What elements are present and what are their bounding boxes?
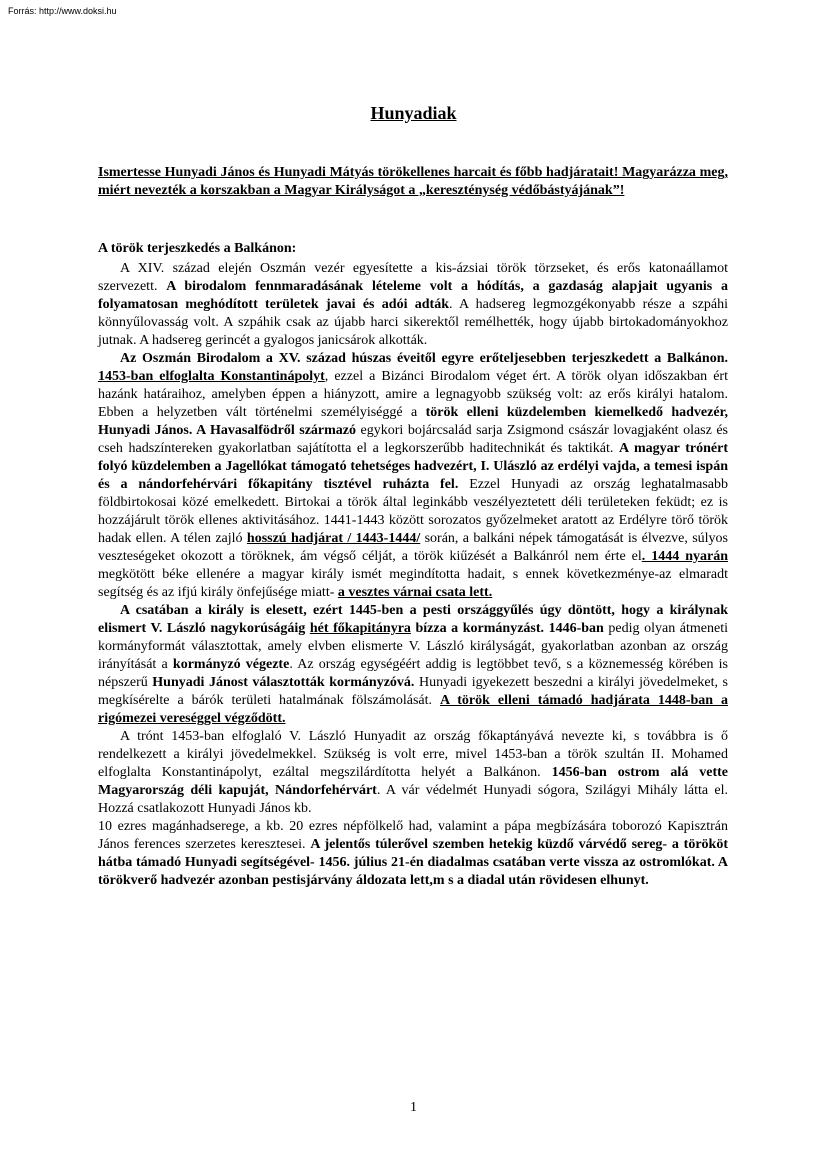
- paragraph-1: [98, 260, 728, 350]
- p2-text-c: , ezzel a Bizánci Birodalom véget ért. A török olyan időszakban ért hazánk határaihoz, amelyben éppen a hiányzott, amire a legnagyobb szükség volt: az erős királyi hatalom. Ebben a helyzetben vált történelmi személyiséggé a: [98, 369, 728, 420]
- p3-bold-g: Hunyadi Jánost választották kormányzóvá.: [152, 675, 415, 690]
- p2-underlined-l: a vesztes várnai csata lett.: [337, 585, 493, 600]
- p2-text-i: során, a balkáni népek támogatását is élvezve, súlyos veszteségeket okozott a töröknek, ám végső célját, a török kiűzését a Balkánról nem érte el: [98, 531, 728, 564]
- source-line: Forrás: http://www.doksi.hu: [8, 6, 117, 16]
- p2-bold-a: Az Oszmán Birodalom a XV. század húszas éveitől egyre erőteljesebben terjeszkedett a Balkánon.: [120, 351, 728, 366]
- p2-text-g: Ezzel Hunyadi az ország leghatalmasabb földbirtokosai közé emelkedett. Birtokai a török által leginkább veszélyeztetett déli területeken feküdt; ez is hozzájárult török ellenes aktivitásához. 1441-1443 között sorozatos győzelmeket aratott az Erdélyre törő török hadak ellen. A télen zajló: [98, 477, 728, 546]
- p3-text-f: . Az ország egységéért addig is legtöbbet tevő, s a köznemesség körében is népszerű: [98, 657, 728, 690]
- p3-bold-e: kormányzó végezte: [172, 657, 290, 672]
- paragraph-3: [98, 602, 728, 728]
- paragraph-4: [98, 728, 728, 818]
- p3-underlined-b: hét főkapitányra: [309, 621, 411, 636]
- p2-underlined-j: . 1444 nyarán: [641, 549, 728, 564]
- p1-bold-b: A birodalom fennmaradásának lételeme volt a hódítás, a gazdaság alapjait ugyanis a folyamatosan meghódított területek javai és adói adták: [98, 279, 728, 312]
- paragraph-5: [98, 818, 728, 890]
- p4-text-c: . A vár védelmét Hunyadi sógora, Szilágyi Mihály látta el. Hozzá csatlakozott Hunyadi János kb.: [98, 783, 728, 816]
- p2-bold-f: A magyar trónért folyó küzdelemben a Jagellókat támogató tehetséges hadvezért, I. Ulászló az erdélyi vajda, a temesi ispán és a nándorfehérvári főkapitány tisztével ruházta fel.: [98, 441, 729, 492]
- p2-text-k: megkötött béke ellenére a magyar király ismét megindította hadait, s ennek következménye-az elmaradt segítség és az ifjú király önfejűsége miatt-: [98, 567, 728, 600]
- p3-underlined-i: A török elleni támadó hadjárata 1448-ban a rigómezei vereséggel végződött.: [98, 693, 729, 726]
- paragraph-2: [98, 350, 728, 602]
- body-text: [98, 260, 728, 890]
- p5-bold-b: A jelentős túlerővel szemben hetekig küzdő várvédő sereg- a törököt hátba támadó Hunyadi segítségével- 1456. július 21-én diadalmas csatában verte vissza az ostromlókat. A törökverő hadvezér azonban pestisjárvány áldozata lett,m s a diadal után rövidesen elhunyt.: [98, 837, 728, 888]
- p1-text-c: . A hadsereg legmozgékonyabb része a szpáhi könnyűlovasság volt. A szpáhik csak az újabb harci sikerektől remélhették, hogy újabb birtokadományokhoz jutnak. A hadsereg gerincét a gyalogos janicsárok alkották.: [98, 297, 729, 348]
- p2-underlined-h: hosszú hadjárat / 1443-1444/: [246, 531, 421, 546]
- p4-text-a: A trónt 1453-ban elfoglaló V. László Hunyadit az ország főkaptányává nevezte ki, s továbbra is ő rendelkezett a királyi jövedelmekkel. Szükség is volt erre, mivel 1453-ban a török szultán II. Mohamed elfoglalta Konstantinápolyt, ezáltal megszilárdította helyét a Balkánon.: [98, 729, 728, 780]
- p4-bold-b: 1456-ban ostrom alá vette Magyarország déli kapuját, Nándorfehérvárt: [98, 765, 729, 798]
- p2-underlined-b: 1453-ban elfoglalta Konstantinápolyt: [98, 369, 325, 384]
- section-heading: A török terjeszkedés a Balkánon:: [98, 241, 297, 256]
- p2-text-e: egykori bojárcsalád sarja Zsigmond császár lovagjaként olasz és cseh hadszíntereken gyakorlatban sajátította el a legkorszerűbb haditechnikát és taktikát.: [98, 423, 729, 456]
- p3-text-d: pedig olyan átmeneti kormányformát választottak, amely elvben elismerte V. László királyságát, gyakorlatban azonban az ország irányítását a: [98, 621, 728, 672]
- p3-bold-a: A csatában a király is elesett, ezért 1445-ben a pesti országgyűlés úgy döntött, hogy a királynak elismert V. László nagykorúságáig: [98, 603, 728, 636]
- p3-bold-c: bízza a kormányzást. 1446-ban: [410, 621, 604, 636]
- page-title: Hunyadiak: [370, 103, 457, 123]
- p1-text-a: A XIV. század elején Oszmán vezér egyesítette a kis-ázsiai török törzseket, és erős katonaállamot szervezett.: [98, 261, 728, 294]
- page-number: 1: [410, 1100, 417, 1115]
- exam-question: Ismertesse Hunyadi János és Hunyadi Mátyás törökellenes harcait és főbb hadjáratait! Magyarázza meg, miért nevezték a korszakban a Magyar Királyságot a „kereszténység védőbástyájának”!: [98, 165, 728, 198]
- p2-bold-d: török elleni küzdelemben kiemelkedő hadvezér, Hunyadi János. A Havasalfödről származó: [98, 405, 728, 438]
- p3-text-h: Hunyadi igyekezett beszedni a királyi jövedelmeket, s megkísérelte a bárók területi hatalmának fölszámolását.: [98, 675, 728, 708]
- p5-text-a: 10 ezres magánhadserege, a kb. 20 ezres népfölkelő had, valamint a pápa megbízására toborozó Kapisztrán János ferences szerzetes keresztesei.: [98, 819, 728, 852]
